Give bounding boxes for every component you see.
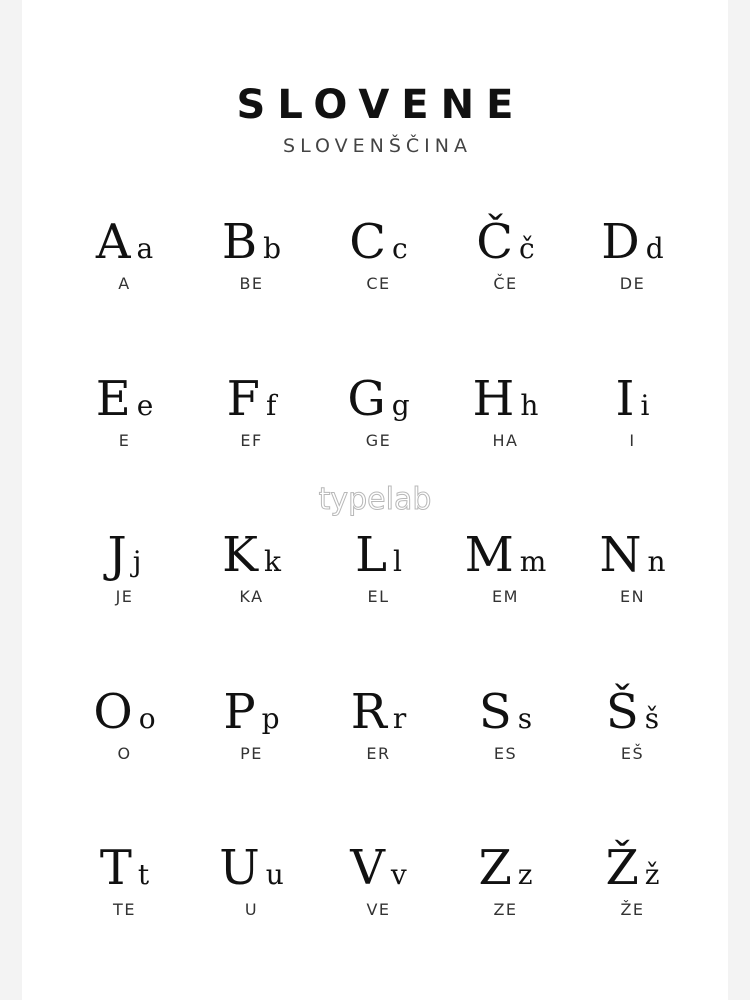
- letter-cell: [188, 519, 315, 676]
- letter-name: U: [244, 900, 259, 919]
- uppercase-letter: S: [478, 683, 512, 740]
- letter-cell: [188, 206, 315, 363]
- lowercase-letter: g: [391, 388, 410, 422]
- letter-glyphs: [93, 676, 155, 748]
- lowercase-letter: d: [645, 232, 664, 265]
- lowercase-letter: p: [261, 701, 280, 735]
- uppercase-letter: C: [349, 214, 387, 270]
- uppercase-letter: R: [350, 683, 387, 740]
- lowercase-letter: e: [136, 388, 154, 422]
- lowercase-letter: č: [519, 232, 535, 265]
- lowercase-letter: m: [519, 545, 547, 578]
- lowercase-letter: f: [265, 388, 277, 422]
- letter-name: HA: [492, 430, 519, 450]
- letter-glyphs: [100, 832, 149, 904]
- uppercase-letter: O: [93, 683, 133, 740]
- letter-glyphs: [96, 206, 153, 278]
- letter-glyphs: [478, 832, 532, 904]
- letter-cell: [61, 676, 188, 833]
- letter-glyphs: [599, 519, 665, 591]
- letter-glyphs: [219, 832, 284, 904]
- lowercase-letter: z: [517, 858, 533, 891]
- letter-glyphs: [605, 832, 659, 904]
- uppercase-letter: K: [222, 527, 258, 583]
- uppercase-letter: N: [599, 527, 642, 583]
- letter-name: ŽE: [620, 900, 645, 919]
- letter-glyphs: [479, 676, 532, 748]
- letter-cell: [61, 519, 188, 676]
- letter-name: JE: [115, 587, 134, 606]
- letter-name: A: [118, 274, 131, 293]
- letter-cell: [569, 206, 696, 363]
- lowercase-letter: t: [137, 858, 150, 891]
- uppercase-letter: H: [472, 370, 515, 427]
- uppercase-letter: T: [99, 840, 132, 896]
- letter-glyphs: [355, 519, 402, 591]
- letter-name: GE: [365, 430, 392, 450]
- lowercase-letter: h: [520, 388, 539, 422]
- letter-glyphs: [347, 363, 409, 435]
- uppercase-letter: A: [95, 214, 131, 270]
- lowercase-letter: c: [392, 232, 408, 265]
- uppercase-letter: D: [601, 214, 640, 270]
- letter-cell: [61, 363, 188, 520]
- uppercase-letter: P: [223, 683, 256, 740]
- letter-glyphs: [222, 206, 281, 278]
- letter-name: E: [118, 430, 131, 450]
- letter-cell: [442, 832, 569, 989]
- lowercase-letter: n: [647, 545, 666, 578]
- lowercase-letter: š: [644, 701, 660, 735]
- letter-name: EF: [240, 430, 263, 450]
- letter-glyphs: [222, 519, 281, 591]
- letter-name: CE: [366, 274, 391, 293]
- letter-name: ER: [366, 743, 391, 763]
- lowercase-letter: b: [263, 232, 282, 265]
- letter-cell: [188, 363, 315, 520]
- letter-cell: [315, 832, 442, 989]
- letter-cell: [315, 519, 442, 676]
- letter-name: BE: [239, 274, 264, 293]
- letter-cell: [569, 832, 696, 989]
- letter-glyphs: [351, 676, 407, 748]
- letter-glyphs: [465, 519, 547, 591]
- lowercase-letter: j: [132, 545, 142, 578]
- letter-name: EM: [492, 587, 519, 606]
- uppercase-letter: J: [107, 527, 127, 583]
- uppercase-letter: B: [221, 214, 258, 270]
- letter-cell: [569, 363, 696, 520]
- letter-glyphs: [227, 363, 277, 435]
- letter-name: DE: [619, 274, 646, 293]
- letter-cell: [188, 676, 315, 833]
- letter-name: TE: [113, 900, 136, 919]
- poster-title: SLOVENE: [236, 82, 526, 128]
- letter-glyphs: [349, 206, 407, 278]
- uppercase-letter: I: [615, 370, 635, 427]
- letter-glyphs: [476, 206, 534, 278]
- uppercase-letter: V: [350, 840, 385, 896]
- letter-glyphs: [616, 363, 650, 435]
- letter-cell: [315, 363, 442, 520]
- letter-glyphs: [601, 206, 663, 278]
- letter-glyphs: [223, 676, 279, 748]
- letter-glyphs: [473, 363, 539, 435]
- letter-cell: [188, 832, 315, 989]
- alphabet-grid: [61, 206, 696, 989]
- lowercase-letter: a: [136, 232, 154, 265]
- watermark: typelab: [318, 482, 432, 517]
- lowercase-letter: i: [640, 388, 650, 422]
- letter-name: EŠ: [620, 743, 645, 763]
- letter-name: VE: [366, 900, 391, 919]
- letter-cell: [61, 832, 188, 989]
- lowercase-letter: ž: [644, 858, 660, 891]
- letter-cell: [442, 363, 569, 520]
- lowercase-letter: o: [138, 701, 156, 735]
- letter-cell: [315, 676, 442, 833]
- letter-name: ČE: [493, 274, 518, 293]
- letter-name: ES: [493, 743, 518, 763]
- poster-subtitle: SLOVENŠČINA: [283, 135, 472, 157]
- uppercase-letter: E: [95, 370, 131, 427]
- letter-cell: [442, 519, 569, 676]
- lowercase-letter: v: [390, 858, 407, 891]
- letter-name: O: [117, 743, 132, 763]
- letter-cell: [569, 676, 696, 833]
- lowercase-letter: r: [392, 701, 407, 735]
- uppercase-letter: M: [464, 527, 514, 583]
- letter-cell: [442, 206, 569, 363]
- letter-glyphs: [350, 832, 407, 904]
- letter-cell: [569, 519, 696, 676]
- lowercase-letter: l: [392, 545, 402, 578]
- lowercase-letter: k: [263, 545, 281, 578]
- uppercase-letter: Č: [476, 214, 514, 270]
- lowercase-letter: u: [265, 858, 284, 891]
- letter-name: EL: [367, 587, 390, 606]
- letter-cell: [442, 676, 569, 833]
- letter-cell: [315, 206, 442, 363]
- letter-glyphs: [96, 363, 154, 435]
- uppercase-letter: Z: [478, 840, 512, 896]
- letter-name: EN: [619, 587, 646, 606]
- uppercase-letter: Š: [605, 683, 639, 740]
- letter-name: PE: [240, 743, 263, 763]
- letter-glyphs: [606, 676, 659, 748]
- uppercase-letter: L: [355, 527, 387, 583]
- letter-name: ZE: [493, 900, 518, 919]
- uppercase-letter: Ž: [605, 840, 639, 896]
- lowercase-letter: s: [517, 701, 533, 735]
- uppercase-letter: F: [226, 370, 260, 427]
- letter-name: KA: [239, 587, 264, 606]
- letter-glyphs: [108, 519, 142, 591]
- uppercase-letter: U: [219, 840, 260, 896]
- letter-cell: [61, 206, 188, 363]
- letter-name: I: [629, 430, 636, 450]
- uppercase-letter: G: [347, 370, 386, 427]
